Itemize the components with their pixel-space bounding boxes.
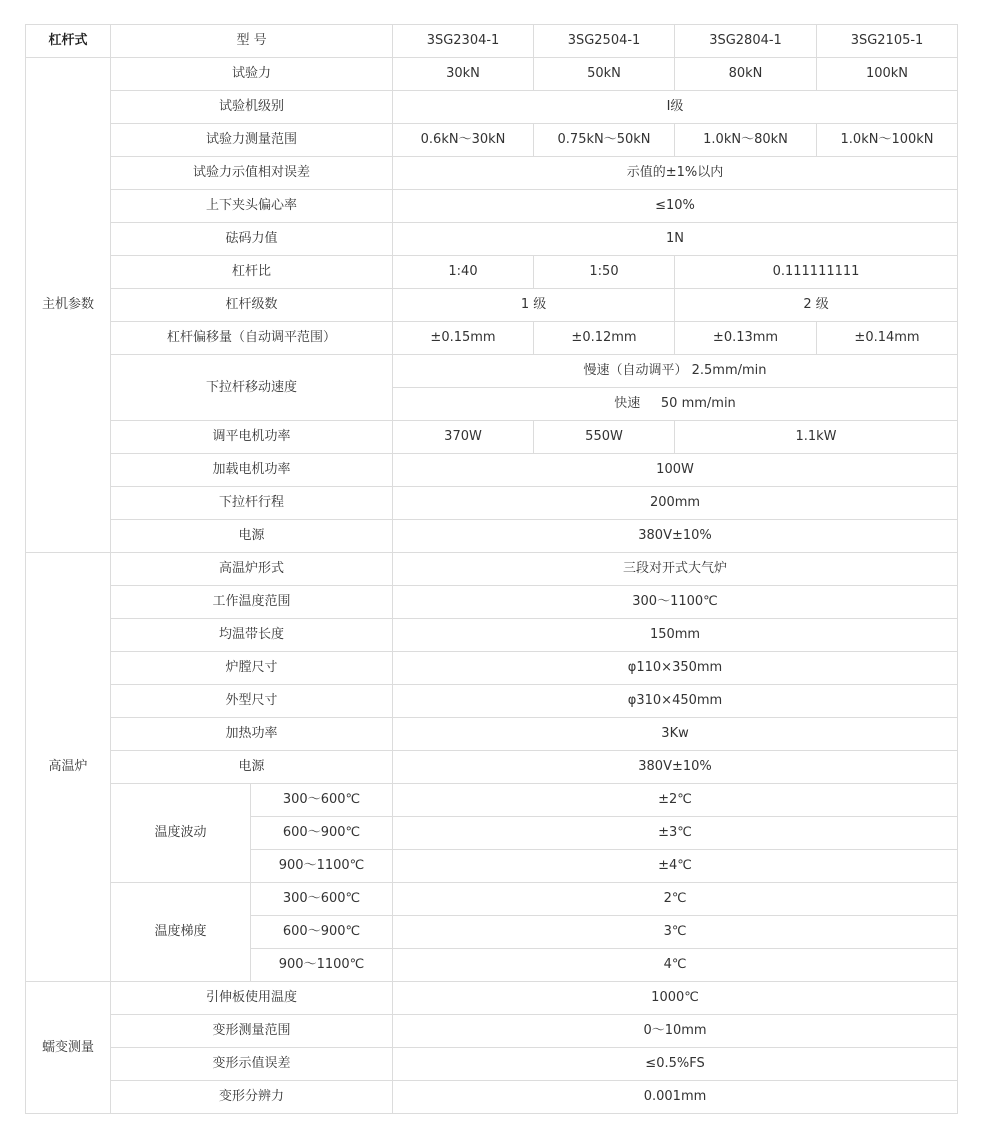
section-label-main: 主机参数 [26,58,111,553]
value-cell: 550W [534,421,675,454]
value-cell: ±3℃ [393,817,958,850]
model-cell: 3SG2504-1 [534,25,675,58]
param-label: 试验力示值相对误差 [111,157,393,190]
value-cell: 示值的±1%以内 [393,157,958,190]
param-label: 电源 [111,520,393,553]
value-cell: 0.111111111 [675,256,958,289]
table-row [26,1048,958,1081]
param-label: 均温带长度 [111,619,393,652]
value-cell: 370W [393,421,534,454]
value-cell: 50kN [534,58,675,91]
param-label: 外型尺寸 [111,685,393,718]
type-header: 杠杆式 [26,25,111,58]
value-cell: 1:40 [393,256,534,289]
section-label-furnace: 高温炉 [26,553,111,982]
value-cell: 0～10mm [393,1015,958,1048]
param-label: 杠杆比 [111,256,393,289]
param-label: 变形分辨力 [111,1081,393,1114]
table-row [26,454,958,487]
value-cell: 快速 50 mm/min [393,388,958,421]
value-cell: ±0.15mm [393,322,534,355]
param-label: 杠杆偏移量（自动调平范围） [111,322,393,355]
value-cell: 200mm [393,487,958,520]
value-cell: ≤0.5%FS [393,1048,958,1081]
param-label: 试验力测量范围 [111,124,393,157]
value-cell: 1000℃ [393,982,958,1015]
table-row [26,421,958,454]
param-label: 下拉杆行程 [111,487,393,520]
table-row [26,190,958,223]
table-row [26,487,958,520]
value-cell: ≤10% [393,190,958,223]
table-row [26,652,958,685]
param-label: 炉膛尺寸 [111,652,393,685]
param-label: 加载电机功率 [111,454,393,487]
table-row [26,619,958,652]
param-label: 电源 [111,751,393,784]
value-cell: 300～1100℃ [393,586,958,619]
spec-table [25,24,958,1114]
model-header: 型 号 [111,25,393,58]
table-row [26,520,958,553]
param-label: 加热功率 [111,718,393,751]
table-row [26,982,958,1015]
table-row [26,1015,958,1048]
param-label: 高温炉形式 [111,553,393,586]
value-cell: 0.75kN～50kN [534,124,675,157]
value-cell: 3Kw [393,718,958,751]
range-cell: 300～600℃ [251,784,393,817]
table-row [26,718,958,751]
value-cell: 1N [393,223,958,256]
value-cell: ±0.12mm [534,322,675,355]
value-cell: 2 级 [675,289,958,322]
range-cell: 600～900℃ [251,916,393,949]
table-row [26,256,958,289]
value-cell: 2℃ [393,883,958,916]
section-label-creep: 蠕变测量 [26,982,111,1114]
param-label: 调平电机功率 [111,421,393,454]
param-label: 工作温度范围 [111,586,393,619]
range-cell: 900～1100℃ [251,949,393,982]
table-row [26,355,958,388]
table-row [26,157,958,190]
value-cell: 0.001mm [393,1081,958,1114]
value-cell: 30kN [393,58,534,91]
table-row [26,322,958,355]
table-row [26,124,958,157]
param-label: 温度波动 [111,784,251,883]
value-cell: 4℃ [393,949,958,982]
value-cell: 380V±10% [393,520,958,553]
range-cell: 900～1100℃ [251,850,393,883]
value-cell: 1:50 [534,256,675,289]
param-label: 试验力 [111,58,393,91]
value-cell: 100W [393,454,958,487]
value-cell: 1.0kN～100kN [817,124,958,157]
value-cell: 三段对开式大气炉 [393,553,958,586]
value-cell: φ310×450mm [393,685,958,718]
table-row [26,784,958,817]
model-cell: 3SG2304-1 [393,25,534,58]
param-label: 试验机级别 [111,91,393,124]
range-cell: 300～600℃ [251,883,393,916]
table-row [26,223,958,256]
table-row [26,1081,958,1114]
table-row [26,883,958,916]
param-label: 杠杆级数 [111,289,393,322]
param-label: 变形测量范围 [111,1015,393,1048]
value-cell: 0.6kN～30kN [393,124,534,157]
table-row [26,751,958,784]
value-cell: 380V±10% [393,751,958,784]
value-cell: 1.1kW [675,421,958,454]
table-row [26,58,958,91]
value-cell: φ110×350mm [393,652,958,685]
param-label: 温度梯度 [111,883,251,982]
value-cell: 80kN [675,58,817,91]
value-cell: 3℃ [393,916,958,949]
value-cell: 1.0kN～80kN [675,124,817,157]
param-label: 变形示值误差 [111,1048,393,1081]
table-row [26,586,958,619]
spec-table-container [25,24,957,1114]
value-cell: 慢速（自动调平） 2.5mm/min [393,355,958,388]
value-cell: ±0.13mm [675,322,817,355]
value-cell: 150mm [393,619,958,652]
value-cell: ±0.14mm [817,322,958,355]
header-row [26,25,958,58]
param-label: 砝码力值 [111,223,393,256]
table-row [26,685,958,718]
param-label: 上下夹头偏心率 [111,190,393,223]
value-cell: ±2℃ [393,784,958,817]
value-cell: 100kN [817,58,958,91]
range-cell: 600～900℃ [251,817,393,850]
table-row [26,553,958,586]
param-label: 引伸板使用温度 [111,982,393,1015]
model-cell: 3SG2804-1 [675,25,817,58]
param-label: 下拉杆移动速度 [111,355,393,421]
value-cell: Ⅰ级 [393,91,958,124]
value-cell: 1 级 [393,289,675,322]
table-row [26,91,958,124]
model-cell: 3SG2105-1 [817,25,958,58]
table-row [26,289,958,322]
value-cell: ±4℃ [393,850,958,883]
